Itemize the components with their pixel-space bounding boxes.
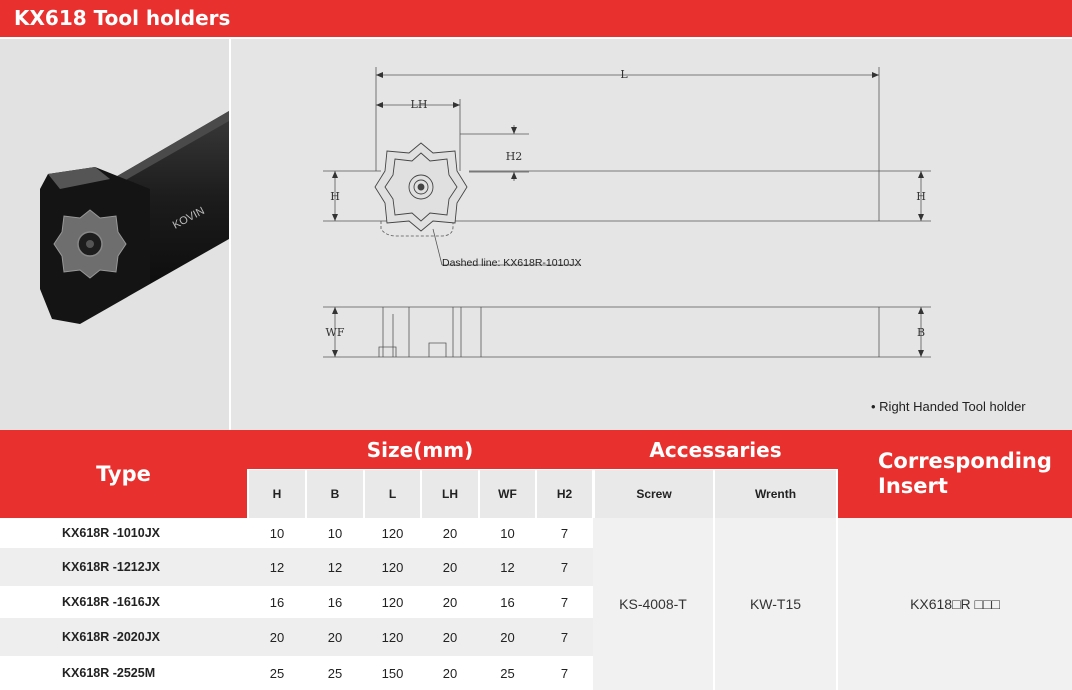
dim-L: L: [620, 68, 628, 81]
row-type: KX618R -1212JX: [62, 560, 160, 574]
dim-B: B: [916, 326, 926, 339]
dim-WF: WF: [325, 326, 345, 339]
cell-LH: 20: [442, 559, 458, 575]
row-type: KX618R -1010JX: [62, 526, 160, 540]
col-wrench: Wrenth: [715, 470, 836, 518]
cell-H2: 7: [560, 525, 569, 541]
cell-H: 10: [269, 525, 285, 541]
cell-L: 120: [381, 594, 404, 610]
cell-H2: 7: [560, 629, 569, 645]
cell-WF: 20: [500, 629, 515, 645]
dashed-line-note: Dashed line: KX618R-1010JX: [442, 257, 582, 269]
dim-H2: H2: [505, 150, 523, 163]
dim-H-left: H: [330, 190, 340, 203]
title-bar: [0, 0, 1072, 37]
accessories-header-label: Accessaries: [649, 437, 782, 462]
insert-icon: [54, 210, 126, 278]
cell-L: 120: [381, 629, 404, 645]
size-header: [247, 430, 593, 469]
cell-B: 12: [327, 559, 343, 575]
col-screw: Screw: [595, 470, 713, 518]
cell-L: 150: [381, 665, 404, 681]
cell-LH: 20: [442, 594, 458, 610]
col-H2: H2: [537, 470, 592, 518]
cell-WF: 16: [500, 594, 515, 610]
type-header-label: Type: [96, 462, 151, 486]
row-type: KX618R -1616JX: [62, 595, 160, 609]
accessories-header: [593, 430, 838, 469]
insert-header-label: Corresponding Insert: [878, 449, 1052, 498]
col-H: H: [249, 470, 305, 518]
col-WF: WF: [480, 470, 535, 518]
col-B: B: [307, 470, 363, 518]
col-LH: LH: [422, 470, 478, 518]
cell-B: 25: [327, 665, 343, 681]
page-title: KX618 Tool holders: [14, 6, 231, 30]
insert-drawing: [375, 143, 467, 231]
cell-H2: 7: [560, 559, 569, 575]
cell-H: 16: [269, 594, 285, 610]
cell-B: 10: [327, 525, 343, 541]
cell-B: 20: [327, 629, 343, 645]
wrench-value: KW-T15: [749, 596, 802, 612]
technical-drawing: [231, 39, 1072, 430]
row-type: KX618R -2525M: [62, 666, 156, 680]
dim-H-right: H: [916, 190, 926, 203]
cell-H: 25: [269, 665, 285, 681]
cell-H2: 7: [560, 594, 569, 610]
col-L: L: [365, 470, 420, 518]
screw-value: KS-4008-T: [619, 596, 687, 612]
insert-value: KX618□R □□□: [910, 596, 1000, 612]
cell-WF: 12: [500, 559, 515, 575]
spec-table: [0, 430, 1072, 690]
right-handed-note: • Right Handed Tool holder: [871, 399, 1026, 414]
cell-L: 120: [381, 525, 404, 541]
engraving-text: KOVIN: [170, 204, 207, 232]
product-photo: [0, 39, 229, 430]
dim-LH: LH: [410, 98, 428, 111]
insert-header: [838, 430, 1072, 518]
type-header: [0, 430, 247, 518]
cell-H: 12: [269, 559, 285, 575]
cell-LH: 20: [442, 629, 458, 645]
cell-LH: 20: [442, 665, 458, 681]
cell-H2: 7: [560, 665, 569, 681]
cell-WF: 10: [500, 525, 515, 541]
row-type: KX618R -2020JX: [62, 630, 160, 644]
cell-L: 120: [381, 559, 404, 575]
cell-WF: 25: [500, 665, 515, 681]
size-header-label: Size(mm): [366, 437, 474, 462]
cell-LH: 20: [442, 525, 458, 541]
cell-B: 16: [327, 594, 343, 610]
cell-H: 20: [269, 629, 285, 645]
